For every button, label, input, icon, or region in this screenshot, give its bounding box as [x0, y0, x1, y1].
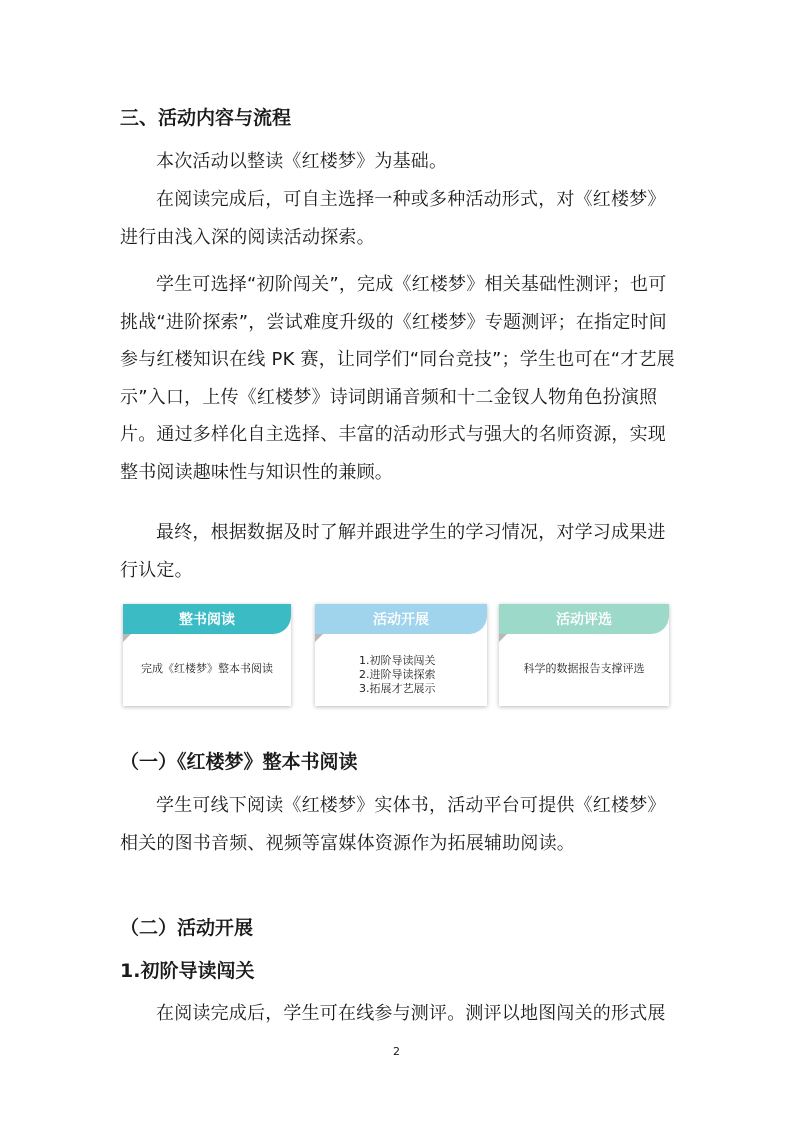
paragraph-choice: 在阅读完成后，可自主选择一种或多种活动形式，对《红楼梦》进行由浅入深的阅读活动探索。	[120, 189, 666, 248]
section-heading: 三、活动内容与流程	[120, 107, 292, 129]
flow-card-reading	[123, 604, 291, 706]
flow-card-item: 2.进阶导读探索	[359, 668, 436, 681]
flow-card-activities	[315, 604, 487, 706]
page-number: 2	[393, 1045, 400, 1058]
flow-card-text: 科学的数据报告支撑评选	[523, 662, 645, 675]
part2-heading: （二）活动开展	[120, 917, 254, 939]
paragraph-final: 最终，根据数据及时了解并跟进学生的学习情况，对学习成果进行认定。	[120, 522, 666, 581]
flow-card-text: 完成《红楼梦》整本书阅读	[141, 662, 273, 675]
flow-card-title: 活动评选	[499, 604, 669, 634]
flow-card-item: 3.拓展才艺展示	[359, 682, 436, 695]
flow-card-title: 整书阅读	[123, 604, 291, 634]
part1-paragraph: 学生可线下阅读《红楼梦》实体书，活动平台可提供《红楼梦》相关的图书音频、视频等富媒体资源作为拓展辅助阅读。	[120, 795, 666, 854]
part2-subheading: 1.初阶导读闯关	[120, 960, 255, 982]
paragraph-intro: 本次活动以整读《红楼梦》为基础。	[156, 151, 448, 172]
paragraph-activities: 学生可选择“初阶闯关”，完成《红楼梦》相关基础性测评；也可挑战“进阶探索”，尝试难度升级的《红楼梦》专题测评；在指定时间参与红楼知识在线 PK 赛，让同学们“同台竞技”；学生也可在“才艺展示”入口，上传《红楼梦》诗词朗诵音频和十二金钗人物角色扮演照片。通过多样化自主选择、丰富的活动形式与强大的名师资源，实现整书阅读趣味性与知识性的兼顾。	[120, 274, 675, 483]
part2-paragraph: 在阅读完成后，学生可在线参与测评。测评以地图闯关的形式展	[156, 1003, 666, 1024]
flow-card-item: 1.初阶导读闯关	[359, 654, 436, 667]
flow-card-title: 活动开展	[315, 604, 487, 634]
part1-heading: （一）《红楼梦》整本书阅读	[120, 751, 358, 773]
flow-card-selection	[499, 604, 669, 706]
